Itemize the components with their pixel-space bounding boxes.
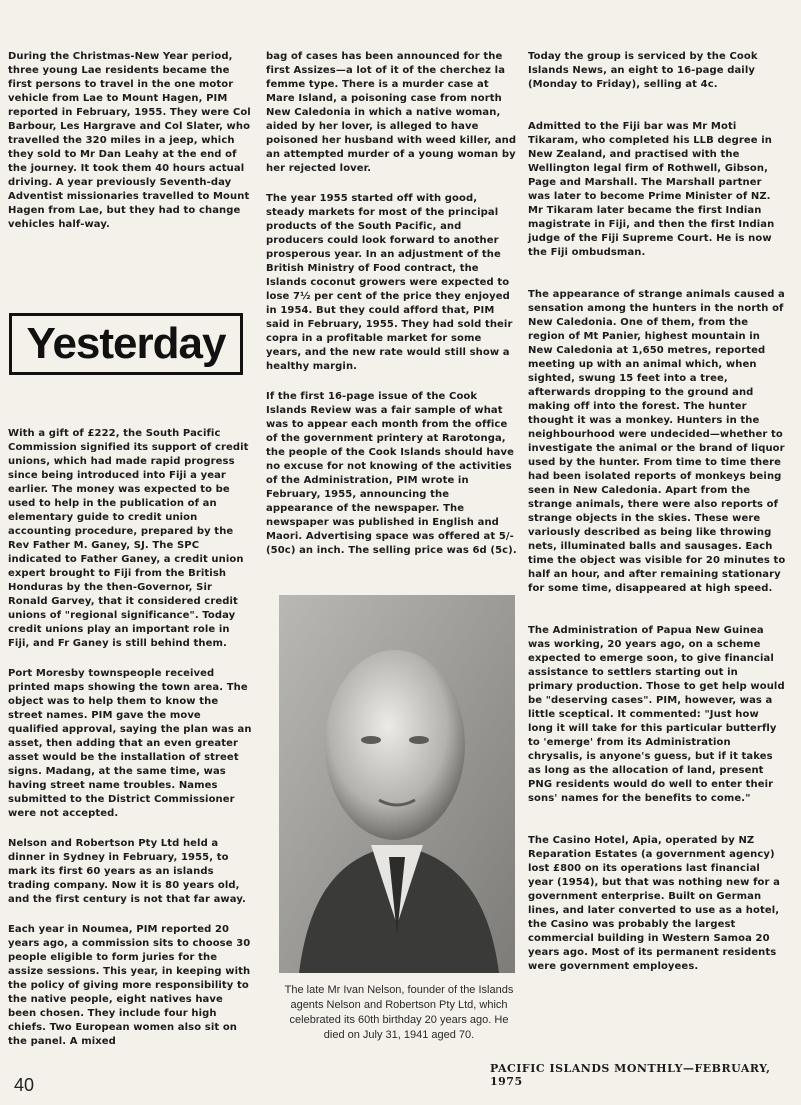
article-png-settlers: The Administration of Papua New Guinea was working, 20 years ago, on a scheme expected to emerge soon, to give financial assistance to settlers starting out in primary production. Those to get help would be "deserving cases". PIM, however, was a little sceptical. It commented: "Just how long it will take for this particular butterfly to 'emerge' from its Administration chrysalis, is anyone's guess, but if it takes as long as the allocation of land, present PNG residents would do well to enter their sons' names for the benefits to come." [528,625,785,804]
yesterday-heading-box [9,313,243,375]
article-port-moresby-maps: Port Moresby townspeople received printed maps showing the town area. The object was to help them to know the street names. PIM gave the move qualified approval, saying the plan was an asset, then adding that an even greater asset would be the installation of street signs. Madang, at the same time, was having street name troubles. Names submitted to the District Commissioner were not accepted. [8,668,252,819]
column-2 [266,50,518,558]
column-1-lower [8,427,252,1049]
article-nelson-robertson: Nelson and Robertson Pty Ltd held a dinner in Sydney in February, 1955, to mark its first 60 years as an islands trading company. Now it is 80 years old, and the first century is not that far away. [8,838,246,905]
article-credit-unions: With a gift of £222, the South Pacific Commission signified its support of credit unions, which had made rapid progress since being introduced into Fiji a year earlier. The money was expected to be used to help in the publication of an elementary guide to credit union accounting procedure, prepared by the Rev Father M. Ganey, SJ. The SPC indicated to Father Ganey, a credit union expert brought to Fiji from the British Honduras by the then-Governor, Sir Ronald Garvey, that it considered credit unions of "regional significance". Today credit unions play an important role in Fiji, and Fr Ganey is still behind them. [8,428,249,649]
article-cook-islands-review: If the first 16-page issue of the Cook Islands Review was a fair sample of what was to appear each month from the office of the government printery at Rarotonga, the people of the Cook Islands should have no excuse for not knowing of the activities of the Administration, PIM wrote in February, 1955, announcing the appearance of the newspaper. The newspaper was published in English and Maori. Advertising space was offered at 5/- (50c) an inch. The selling price was 6d (5c). [266,391,517,556]
portrait-photo-graphic [279,595,515,973]
article-strange-animals: The appearance of strange animals caused a sensation among the hunters in the north of New Caledonia. One of them, from the region of Mt Panier, highest mountain in New Caledonia at 1,650 metres, reported meeting up with an animal which, when sighted, swung 15 feet into a tree, afterwards dropping to the ground and making off into the forest. The hunter thought it was a monkey. Hunters in the neighbourhood were undecided—whether to investigate the animal or the brand of liquor used by the hunter. From time to time there had been isolated reports of monkeys being seen in New Caledonia. Apart from the strange animals, there were also reports of strange objects in the skies. These were variously described as being like throwing nets, illuminated balls and sausages. Each time the object was visible for 20 minutes to half an hour, and after remaining stationary for some time, disappeared at high speed. [528,289,786,594]
article-markets-1955: The year 1955 started off with good, steady markets for most of the principal products of the South Pacific, and producers could look forward to another prosperous year. In an adjustment of the British Ministry of Food contract, the Islands coconut growers were expected to lose 7½ per cent of the price they enjoyed in 1954. But they could afford that, PIM said in February, 1955. They had sold their copra in a profitable market for some years, and the new rate would still show a healthy margin. [266,193,513,372]
article-moti-tikaram: Admitted to the Fiji bar was Mr Moti Tikaram, who completed his LLB degree in New Zealand, and practised with the Wellington legal firm of Rothwell, Gibson, Page and Marshall. The Marshall partner was later to become Prime Minister of NZ. Mr Tikaram later became the first Indian magistrate in Fiji, and then the first Indian judge of the Fiji Supreme Court. He is now the Fiji ombudsman. [528,121,775,258]
yesterday-heading: Yesterday [26,319,226,368]
article-noumea-juries: Each year in Noumea, PIM reported 20 years ago, a commission sits to choose 30 people eligible to form juries for the assize sessions. This year, in keeping with the policy of giving more responsibility to the native people, eight natives have been chosen. They include four high chiefs. Two European women also sit on the panel. A mixed [8,924,251,1047]
column-3 [528,50,786,974]
article-lae-mount-hagen: During the Christmas-New Year period, three young Lae residents became the first persons to travel in the one motor vehicle from Lae to Mount Hagen, PIM reported in February, 1955. They were Col Barbour, Les Hargrave and Col Slater, who travelled the 320 miles in a jeep, which they sold to Mr Dan Leahy at the end of the journey. It took them 40 hours actual driving. A year previously Seventh-day Adventist missionaries travelled to Mount Hagen from Lae, but they had to change vehicles half-way. [8,51,251,230]
photo-caption: The late Mr Ivan Nelson, founder of the Islands agents Nelson and Robertson Pty Ltd, which celebrated its 60th birthday 20 years ago. He died on July 31, 1941 aged 70. [284,984,514,1041]
page-number: 40 [14,1075,35,1095]
portrait-photo [279,595,515,973]
article-casino-hotel: The Casino Hotel, Apia, operated by NZ Reparation Estates (a government agency) lost £800 on its operations last financial year (1954), but that was nothing new for a government enterprise. Built on German lines, and later converted to use as a hotel, the Casino was probably the largest commercial building in Western Samoa 20 years ago. Most of its permanent residents were government employees. [528,835,780,972]
article-assizes: bag of cases has been announced for the first Assizes—a lot of it of the cherchez la femme type. There is a murder case at Mare Island, a poisoning case from north New Caledonia in which a native woman, aided by her lover, is alleged to have poisoned her husband with weed killer, and an attempted murder of a young woman by her rejected lover. [266,51,517,174]
column-1 [8,50,252,232]
footer-publication: PACIFIC ISLANDS MONTHLY—FEBRUARY, 1975 [490,1062,771,1088]
article-cook-islands-news: Today the group is serviced by the Cook Islands News, an eight to 16-page daily (Monday to Friday), selling at 4c. [528,51,758,90]
